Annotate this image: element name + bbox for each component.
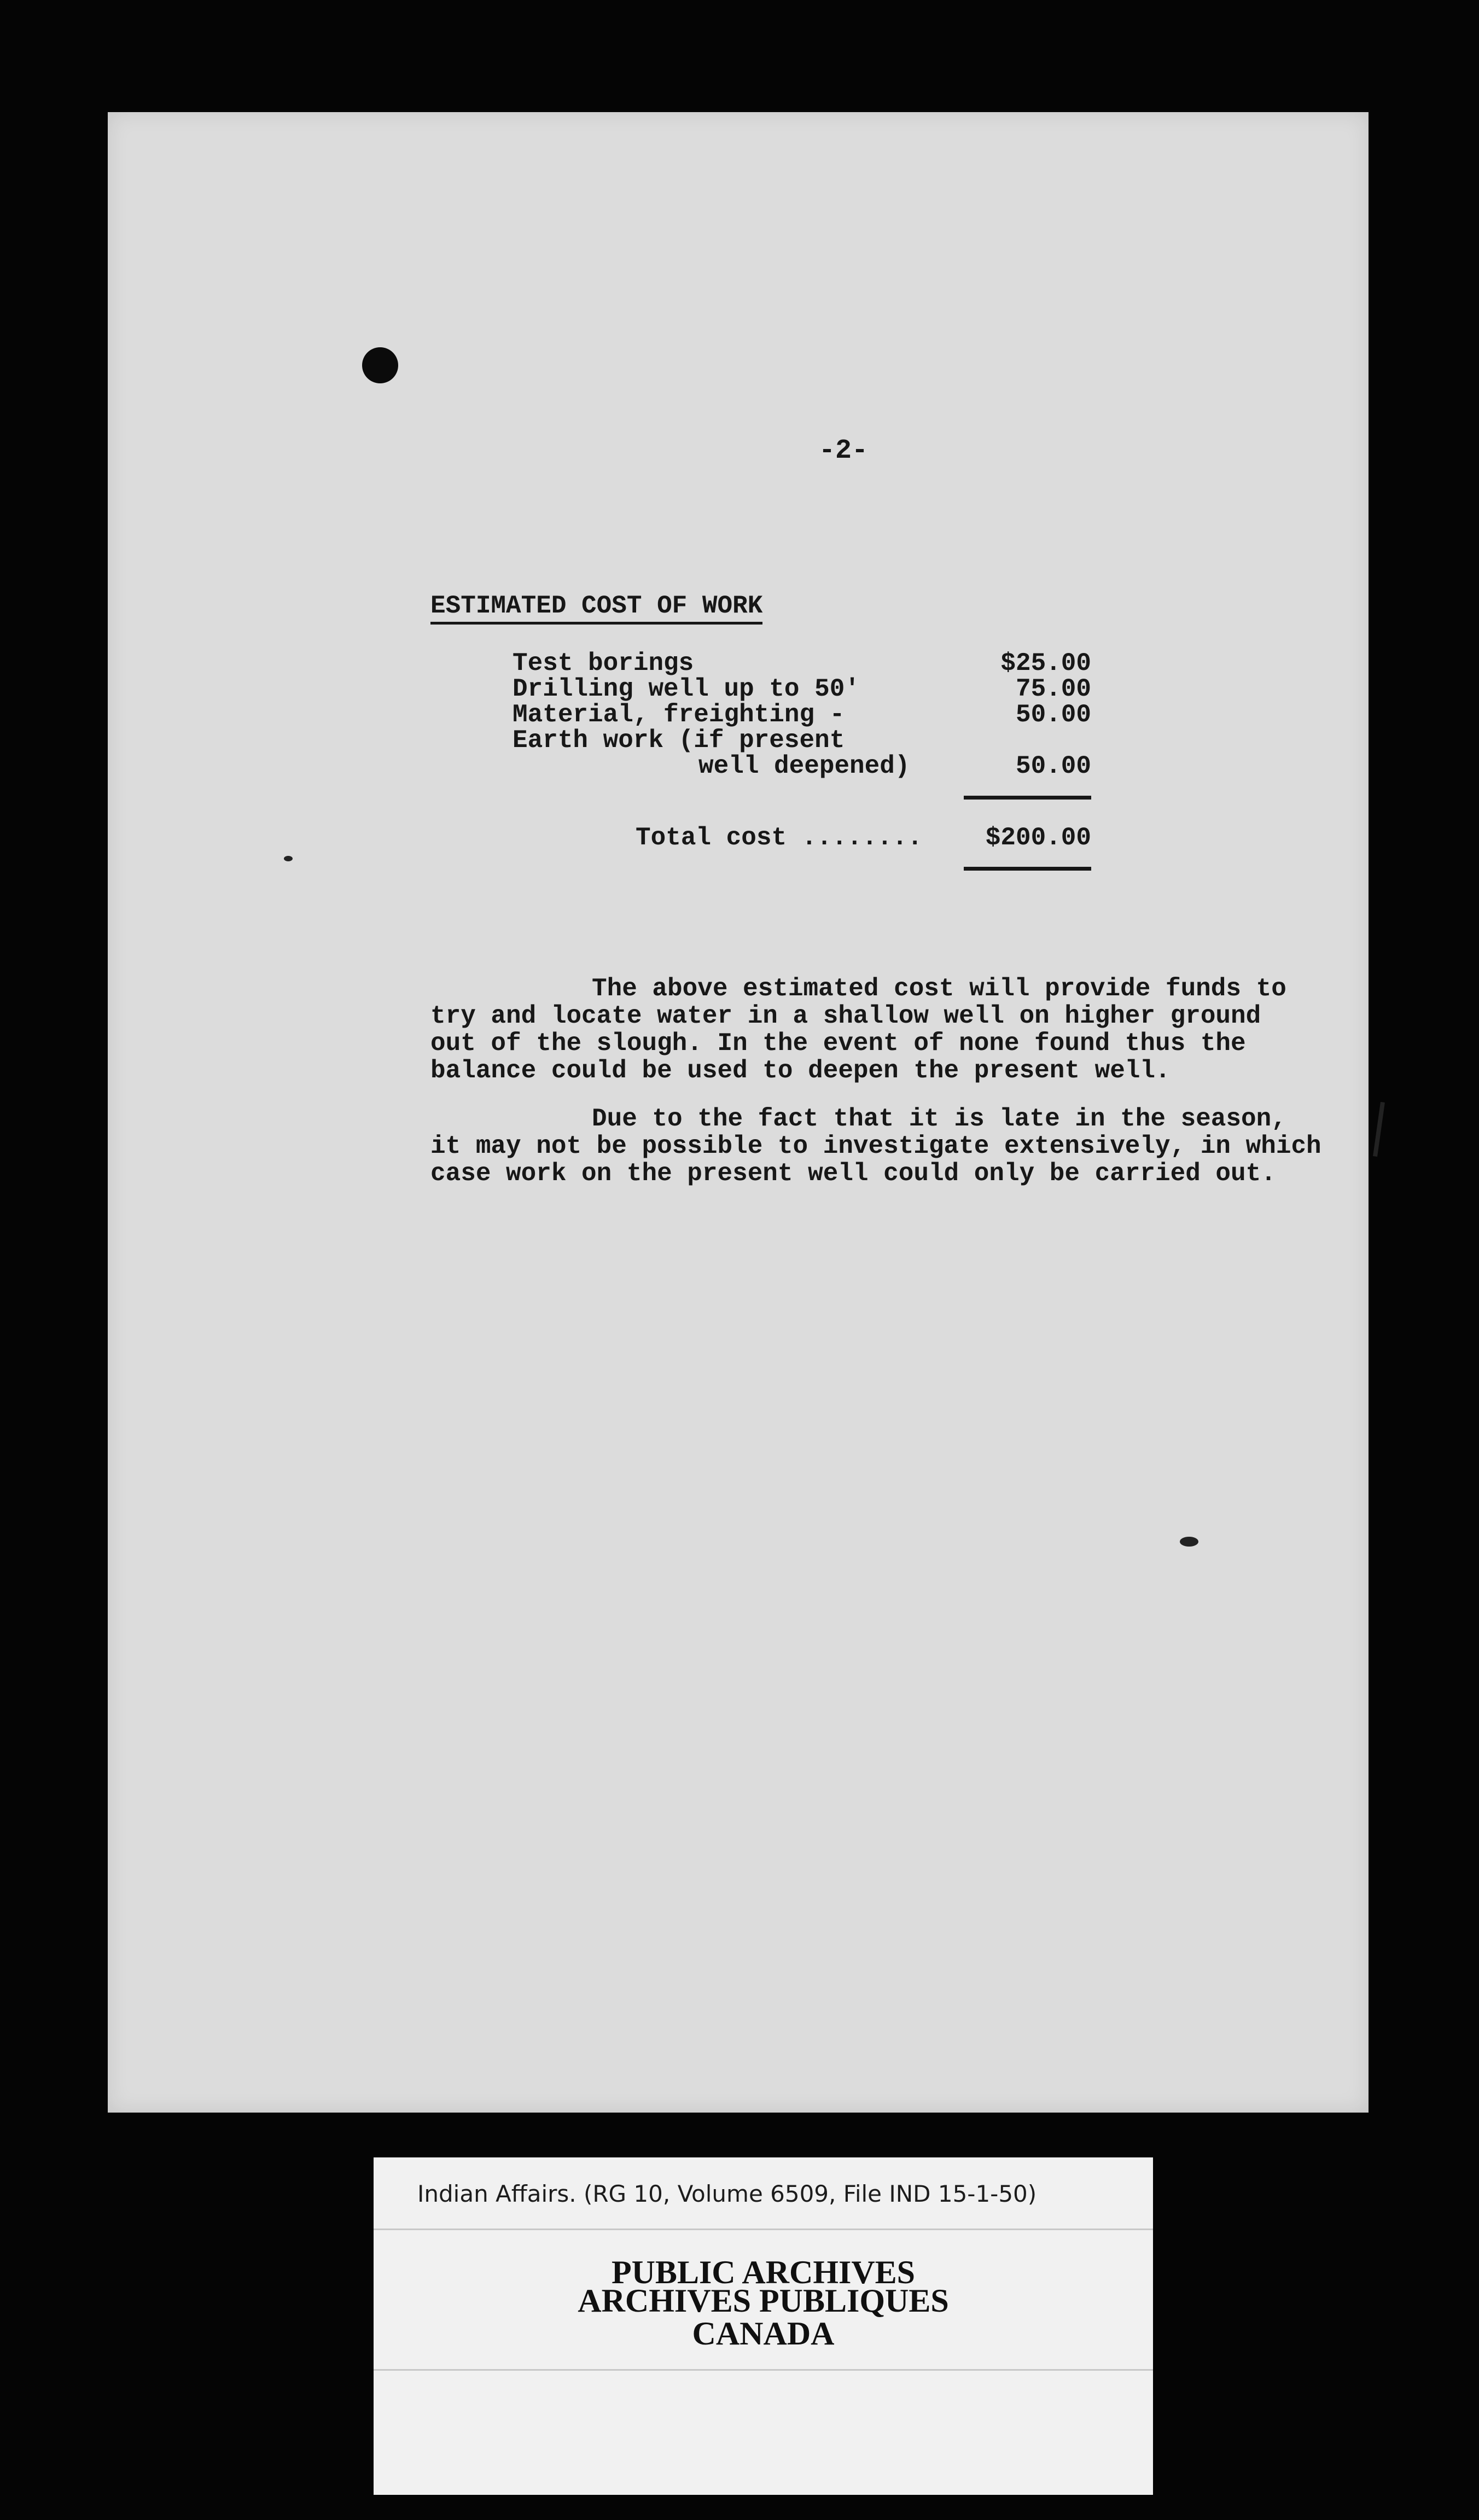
paragraph-line: Due to the fact that it is late in the season, — [592, 1105, 1286, 1133]
subtotal-rule — [964, 796, 1091, 800]
cost-item-amount: 50.00 — [1015, 752, 1091, 780]
paragraph-line: balance could be used to deepen the present well. — [430, 1057, 1171, 1085]
cost-item-label: Drilling well up to 50' — [513, 675, 860, 703]
cost-item-label: Earth work (if present — [513, 726, 845, 755]
cost-item-label: Test borings — [513, 649, 694, 678]
punch-hole — [362, 347, 398, 383]
cost-item-amount: 75.00 — [1015, 675, 1091, 703]
document-page — [108, 112, 1369, 2113]
paragraph-line: it may not be possible to investigate extensively, in which — [430, 1132, 1321, 1160]
cost-heading: ESTIMATED COST OF WORK — [430, 593, 762, 625]
paragraph-line: case work on the present well could only be carried out. — [430, 1159, 1276, 1188]
archive-label-card-lower — [374, 2315, 1153, 2495]
margin-pen-mark — [1373, 1102, 1385, 1157]
cost-item-label: Material, freighting - — [513, 701, 845, 729]
ink-speck — [1180, 1537, 1198, 1547]
label-divider — [374, 2369, 1153, 2371]
cost-item-amount: $25.00 — [1000, 649, 1091, 678]
paragraph-line: The above estimated cost will provide funds to — [592, 975, 1286, 1003]
paragraph-line: out of the slough. In the event of none found thus the — [430, 1029, 1246, 1058]
archive-name-en: PUBLIC ARCHIVES — [611, 2254, 916, 2290]
total-label: Total cost ........ — [636, 824, 923, 852]
archive-label-card — [374, 2157, 1153, 2328]
ink-speck — [284, 856, 293, 861]
paragraph-line: try and locate water in a shallow well on higher ground — [430, 1002, 1261, 1030]
total-rule — [964, 867, 1091, 871]
archive-name-fr: ARCHIVES PUBLIQUES — [578, 2283, 949, 2319]
archive-country: CANADA — [692, 2315, 835, 2352]
archive-reference: Indian Affairs. (RG 10, Volume 6509, File IND 15-1-50) — [417, 2180, 1037, 2207]
page-number: -2- — [819, 435, 869, 466]
cost-item-amount: 50.00 — [1015, 701, 1091, 729]
total-amount: $200.00 — [985, 824, 1091, 852]
cost-item-label: well deepened) — [698, 752, 910, 780]
label-divider — [374, 2229, 1153, 2230]
